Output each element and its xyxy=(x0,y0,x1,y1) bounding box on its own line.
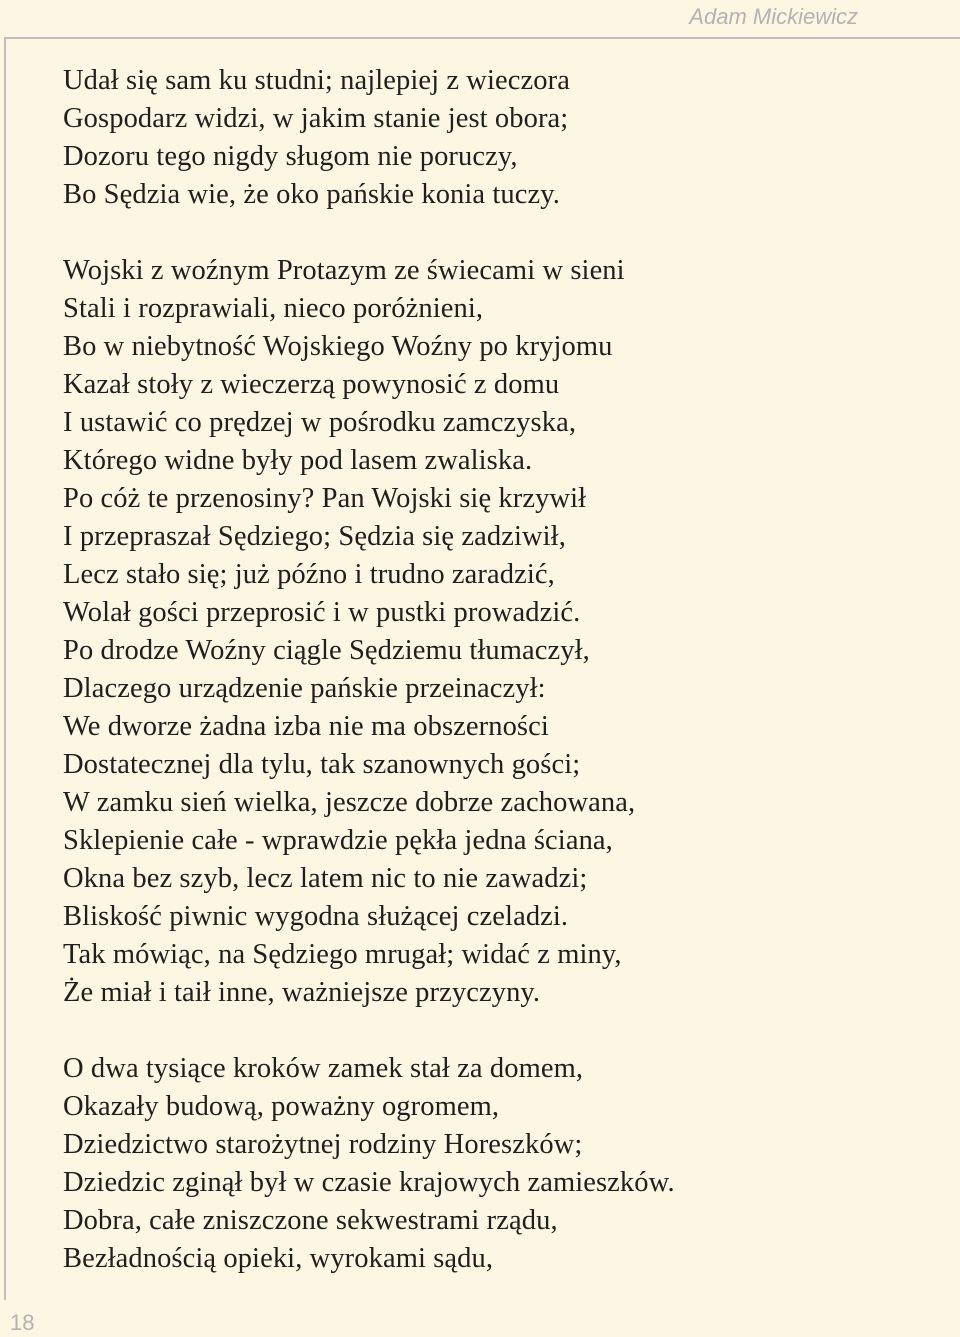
header-rule xyxy=(4,37,960,39)
verse-line: Udał się sam ku studni; najlepiej z wieczora xyxy=(63,65,570,96)
verse-line: Dziedzictwo starożytnej rodziny Horeszków; xyxy=(63,1129,583,1160)
verse-line: Że miał i taił inne, ważniejsze przyczyny. xyxy=(63,977,541,1008)
verse-line: Stali i rozprawiali, nieco poróżnieni, xyxy=(63,293,484,324)
verse-line: Okna bez szyb, lecz latem nic to nie zawadzi; xyxy=(63,863,588,894)
verse-line: O dwa tysiące kroków zamek stał za domem, xyxy=(63,1053,584,1084)
verse-line: Tak mówiąc, na Sędziego mrugał; widać z miny, xyxy=(63,939,622,970)
verse-line: Kazał stoły z wieczerzą powynosić z domu xyxy=(63,369,560,400)
verse-line: Po cóż te przenosiny? Pan Wojski się krzywił xyxy=(63,483,587,514)
stanza xyxy=(63,62,943,214)
verse-line: Dlaczego urządzenie pańskie przeinaczył: xyxy=(63,673,546,704)
margin-rule xyxy=(4,37,6,1300)
verse-line: I przepraszał Sędziego; Sędzia się zadziwił, xyxy=(63,521,566,552)
running-header-author: Adam Mickiewicz xyxy=(689,4,858,29)
page-number: 18 xyxy=(10,1310,35,1335)
verse-line: Po drodze Woźny ciągle Sędziemu tłumaczył, xyxy=(63,635,590,666)
verse-line: Bezładnością opieki, wyrokami sądu, xyxy=(63,1243,494,1274)
verse-line: Dozoru tego nigdy sługom nie poruczy, xyxy=(63,141,518,172)
verse-line: Gospodarz widzi, w jakim stanie jest obora; xyxy=(63,103,569,134)
verse-line: Bliskość piwnic wygodna służącej czeladzi. xyxy=(63,901,569,932)
verse-line: Dostatecznej dla tylu, tak szanownych gości; xyxy=(63,749,581,780)
verse-line: Okazały budową, poważny ogromem, xyxy=(63,1091,500,1122)
verse-line: Wolał gości przeprosić i w pustki prowadzić. xyxy=(63,597,581,628)
verse-line: Dobra, całe zniszczone sekwestrami rządu, xyxy=(63,1205,558,1236)
verse-line: Wojski z woźnym Protazym ze świecami w sieni xyxy=(63,255,625,286)
verse-line: I ustawić co prędzej w pośrodku zamczyska, xyxy=(63,407,577,438)
verse-line: Bo Sędzia wie, że oko pańskie konia tuczy. xyxy=(63,179,560,210)
verse-line: Lecz stało się; już późno i trudno zaradzić, xyxy=(63,559,555,590)
verse-line: Dziedzic zginął był w czasie krajowych zamieszków. xyxy=(63,1167,675,1198)
verse-line: Bo w niebytność Wojskiego Woźny po kryjomu xyxy=(63,331,613,362)
stanza xyxy=(63,1050,943,1278)
verse-line: W zamku sień wielka, jeszcze dobrze zachowana, xyxy=(63,787,636,818)
verse-line: Sklepienie całe - wprawdzie pękła jedna ściana, xyxy=(63,825,613,856)
verse-line: Którego widne były pod lasem zwaliska. xyxy=(63,445,533,476)
poem-text xyxy=(63,62,943,1316)
verse-line: We dworze żadna izba nie ma obszerności xyxy=(63,711,549,742)
stanza xyxy=(63,252,943,1012)
